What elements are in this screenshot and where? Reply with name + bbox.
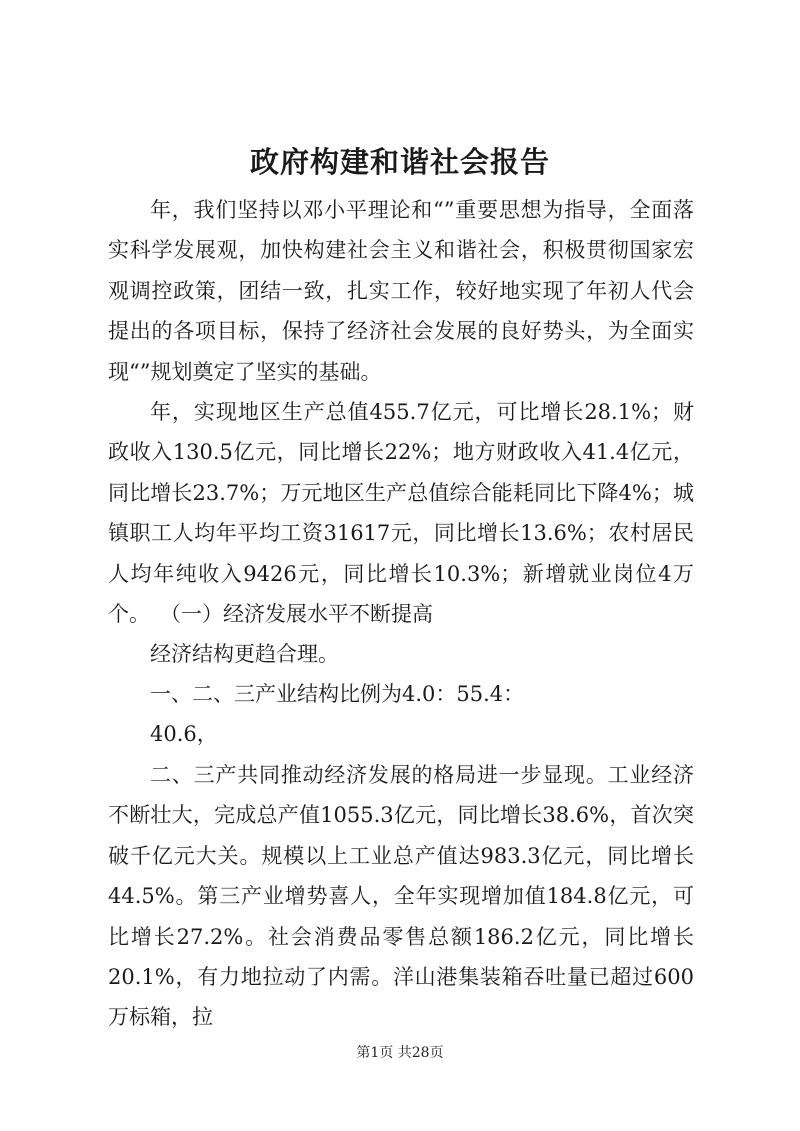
paragraph-statistics: 年，实现地区生产总值455.7亿元，可比增长28.1%；财政收入130.5亿元，同比增长22%；地方财政收入41.4亿元，同比增长23.7%；万元地区生产总值综合能耗同比下降4%；城镇职工人均年平均工资31617元，同比增长13.6%；农村居民人均年纯收入9426元，同比增长10.3%；新增就业岗位4万个。 xyxy=(108,400,694,627)
paragraph-economic-structure: 经济结构更趋合理。 xyxy=(150,642,339,666)
section-heading-economic-development: （一）经济发展水平不断提高 xyxy=(160,602,433,626)
paragraph-intro: 年，我们坚持以邓小平理论和“”重要思想为指导，全面落实科学发展观，加快构建社会主义和谐社会，积极贯彻国家宏观调控政策，团结一致，扎实工作，较好地实现了年初人代会提出的各项目标，保持了经济社会发展的良好势头，为全面实现“”规划奠定了坚实的基础。 xyxy=(108,198,694,384)
page-footer: 第1页 共28页 xyxy=(356,1045,444,1061)
paragraph-industry-ratio-cont: 40.6， xyxy=(150,722,218,746)
paragraph-industry-growth: 二、三产共同推动经济发展的格局进一步显现。工业经济不断壮大，完成总产值1055.3亿元，同比增长38.6%，首次突破千亿元大关。规模以上工业总产值达983.3亿元，同比增长44.5%。第三产业增势喜人，全年实现增加值184.8亿元，可比增长27.2%。社会消费品零售总额186.2亿元，同比增长20.1%，有力地拉动了内需。洋山港集装箱吞吐量已超过600万标箱，拉 xyxy=(108,763,694,1030)
paragraph-industry-ratio: 一、二、三产业结构比例为4.0：55.4： xyxy=(150,682,525,706)
document-title: 政府构建和谐社会报告 xyxy=(249,145,550,179)
